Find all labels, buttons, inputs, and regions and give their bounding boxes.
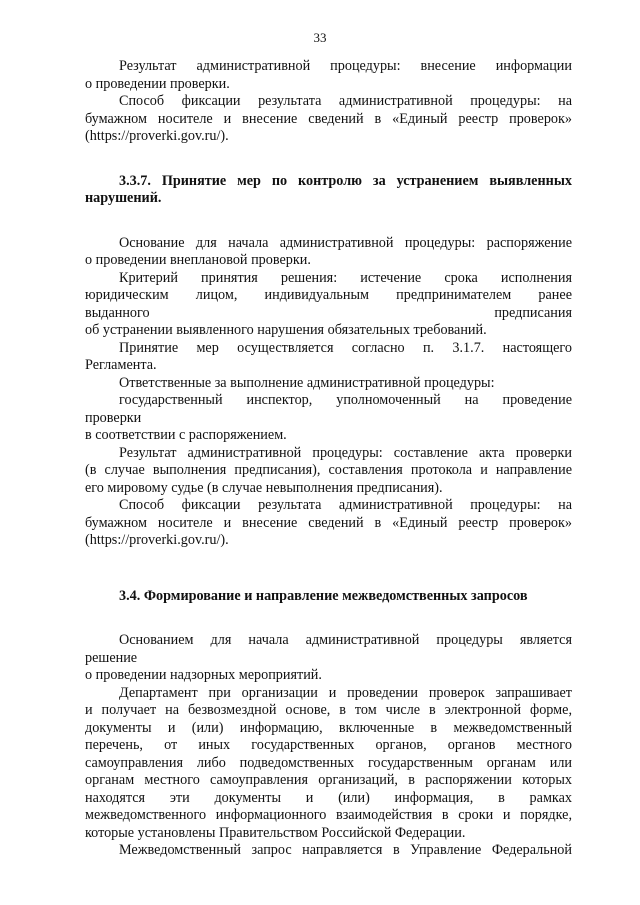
heading-line: нарушений. [85, 190, 162, 206]
text-line: межведомственного информационного взаимодействия в сроки и порядке, [85, 807, 572, 823]
text-line: выданного предписания [85, 304, 572, 321]
text-line: Способ фиксации результата административной процедуры: на [119, 93, 572, 109]
text-line: документы и (или) информацию, включенные в межведомственный [85, 719, 572, 736]
text-line: Основанием для начала административной процедуры является [119, 632, 572, 648]
text-line: Основание для начала административной процедуры: распоряжение [119, 234, 572, 251]
text-line: Результат административной процедуры: составление акта проверки [119, 444, 572, 461]
text-line: о проведении внеплановой проверки. [85, 252, 311, 268]
heading-line: 3.3.7. Принятие мер по контролю за устранением выявленных [119, 172, 572, 189]
text-line: (в случае выполнения предписания), составления протокола и направление [85, 462, 572, 478]
paragraph-responsible [85, 375, 572, 445]
document-body [85, 58, 572, 860]
section-heading-3-3-7 [85, 173, 572, 208]
text-line: и получает на безвозмездной основе, в том числе в электронной форме, [85, 702, 572, 718]
text-line: проверки [85, 409, 142, 426]
text-line: которые установлены Правительством Российской Федерации. [85, 824, 466, 841]
paragraph-interagency-request [85, 842, 572, 860]
text-line: Критерий принятия решения: истечение срока исполнения [119, 269, 572, 286]
text-line: бумажном носителе и внесение сведений в «Единый реестр проверок» [85, 514, 572, 531]
text-line: самоуправления либо подведомственных государственным органам или [85, 754, 572, 771]
paragraph-result-info [85, 58, 572, 93]
text-line: о проведении проверки. [85, 75, 230, 92]
text-line: (https://proverki.gov.ru/). [85, 128, 229, 144]
paragraph-measures [85, 340, 572, 375]
section-heading-3-4 [85, 588, 572, 606]
text-line: Способ фиксации результата административной процедуры: на [119, 497, 572, 513]
heading-line: 3.4. Формирование и направление межведомственных запросов [119, 587, 528, 604]
text-line: об устранении выявленного нарушения обязательных требований. [85, 322, 487, 338]
text-line: в соответствии с распоряжением. [85, 427, 287, 443]
text-line: бумажном носителе и внесение сведений в «Единый реестр проверок» [85, 110, 572, 127]
text-line: Принятие мер осуществляется согласно п. 3.1.7. настоящего [119, 339, 572, 356]
text-line: Результат административной процедуры: внесение информации [119, 58, 572, 74]
text-line: перечень, от иных государственных органов, органов местного [85, 737, 572, 753]
paragraph-result-act [85, 445, 572, 498]
paragraph-department-requests [85, 685, 572, 843]
page-number: 33 [313, 30, 327, 45]
paragraph-criterion [85, 270, 572, 340]
text-line: (https://proverki.gov.ru/). [85, 532, 229, 548]
text-line: находятся эти документы и (или) информация, в рамках [85, 789, 572, 806]
text-line: государственный инспектор, уполномоченный на проведение [119, 392, 572, 408]
text-line: его мировому судье (в случае невыполнения предписания). [85, 479, 443, 496]
text-line: решение [85, 649, 138, 666]
paragraph-basis-requests [85, 632, 572, 685]
paragraph-fixation-method [85, 93, 572, 146]
paragraph-basis [85, 235, 572, 270]
text-line: Регламента. [85, 357, 157, 373]
text-line: Департамент при организации и проведении проверок запрашивает [119, 684, 572, 701]
text-line: о проведении надзорных мероприятий. [85, 667, 322, 683]
paragraph-fixation-method-2 [85, 497, 572, 550]
text-line: Ответственные за выполнение административной процедуры: [119, 374, 495, 391]
text-line: органам местного самоуправления организаций, в распоряжении которых [85, 772, 572, 788]
text-line: юридическим лицом, индивидуальным предпринимателем ранее [85, 287, 572, 303]
text-line: Межведомственный запрос направляется в Управление Федеральной [119, 842, 572, 858]
